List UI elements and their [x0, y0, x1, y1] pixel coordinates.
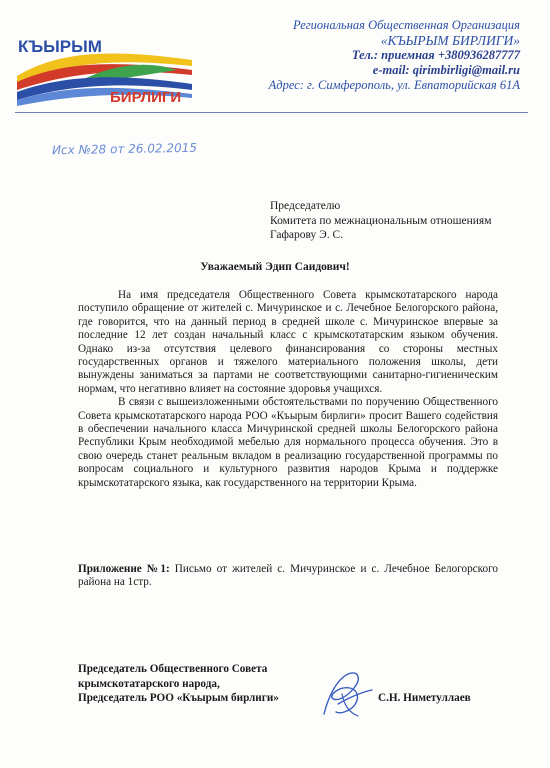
logo-text-bottom: БИРЛИГИ: [110, 89, 182, 106]
handwritten-signature: [318, 668, 376, 720]
body-paragraph: В связи с вышеизложенными обстоятельствами по поручению Общественного Совета крымскотатарского народа РОО «Къырым бирлиги» просит Вашего содействия в обеспечении начального класса Мичуринской средней школы Белогорского района Республики Крым необходимой мебелью для нормального процесса обучения. Это в свою очередь станет реальным вкладом в реализацию государственной программы по вопросам социального и культурного развития народов Крыма и поддержке крымскотатарского языка, как государственного на территории Крыма.: [78, 396, 498, 489]
signature-position: [78, 662, 279, 706]
signature-position-line: Председатель Общественного Совета: [78, 663, 268, 675]
attachment-label: Приложение №1:: [78, 563, 170, 575]
org-type: Региональная Общественная Организация: [293, 18, 520, 32]
addressee-line: Гафарову Э. С.: [270, 229, 344, 241]
org-phone: Тел.: приемная +380936287777: [351, 48, 520, 62]
header-divider: [15, 112, 528, 113]
addressee-line: Комитета по межнациональным отношениям: [270, 214, 492, 227]
body-paragraph: На имя председателя Общественного Совета крымскотатарского народа поступило обращение от жителей с. Мичуринское и с. Лечебное Белогорского района, где говорится, что на данный период в средней школе с. Мичуринское впервые за последние 12 лет создан начальный класс с крымскотатарским языком обучения. Однако из-за отсутствия целевого финансирования со стороны местных государственных органов и тяжелого материального положения школы, дети вынуждены заниматься за партами не соответствующими санитарно-гигиеническим нормам, что негативно влияет на состояние здоровья учащихся.: [78, 289, 498, 395]
org-name: «КЪЫРЫМ БИРЛИГИ»: [380, 33, 520, 48]
attachment-text: Письмо от жителей с. Мичуринское и с. Лечебное Белогорского района на 1стр.: [78, 563, 499, 589]
letter-body: [78, 289, 498, 490]
addressee-line: Председателю: [270, 200, 341, 212]
logo-text-top: КЪЫРЫМ: [18, 37, 102, 56]
registration-number: Исх №28 от 26.02.2015: [51, 140, 198, 158]
organization-logo: [12, 30, 197, 110]
organization-info: [190, 18, 520, 93]
addressee-block: [270, 199, 492, 243]
attachment-note: [78, 563, 498, 590]
org-email: e-mail: qirimbirligi@mail.ru: [372, 63, 520, 77]
org-address: Адрес: г. Симферополь, ул. Евпаторийская 61А: [268, 78, 520, 92]
signer-name: С.Н. Ниметуллаев: [378, 692, 471, 704]
salutation: Уважаемый Эдип Саидович!: [200, 261, 350, 273]
signature-position-line: Председатель РОО «Къырым бирлиги»: [78, 692, 279, 704]
signature-position-line: крымскотатарского народа,: [78, 677, 220, 690]
